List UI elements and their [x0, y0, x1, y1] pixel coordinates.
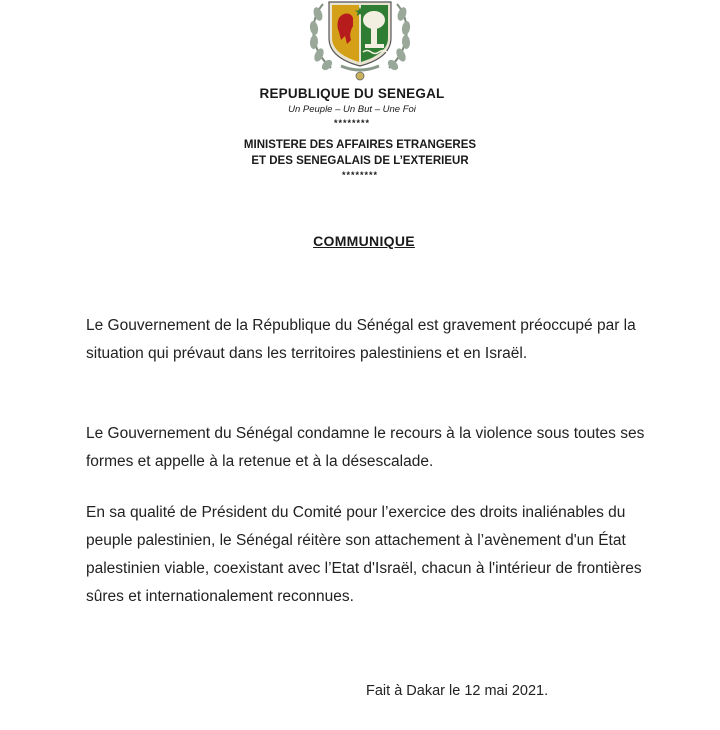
paragraph [86, 420, 646, 476]
separator-stars-2: ******** [341, 170, 379, 180]
ministry-name-line2: ET DES SENEGALAIS DE L’EXTERIEUR [251, 155, 469, 167]
paragraph [86, 312, 646, 368]
ministry-name-line1: MINISTERE DES AFFAIRES ETRANGERES [243, 139, 477, 151]
separator-stars: ******** [333, 118, 371, 128]
paragraph-text: Le Gouvernement du Sénégal condamne le recours à la violence sous toutes ses formes et appelle à la retenue et à la désescalade. [86, 425, 645, 470]
paragraph [86, 499, 646, 611]
signoff-date-place: Fait à Dakar le 12 mai 2021. [366, 683, 549, 699]
republic-title: REPUBLIQUE DU SENEGAL [259, 86, 445, 101]
paragraph-text: Le Gouvernement de la République du Sénégal est gravement préoccupé par la situation qui prévaut dans les territoires palestiniens et en Israël. [86, 317, 636, 362]
paragraph-text: En sa qualité de Président du Comité pour l’exercice des droits inaliénables du peuple palestinien, le Sénégal réitère son attachement à l’avènement d'un État palestinien viable, coexistant avec l’Etat d'Israël, chacun à l'intérieur de frontières sûres et internationalement reconnues. [86, 504, 642, 605]
national-motto: Un Peuple – Un But – Une Foi [288, 104, 416, 115]
coat-of-arms-emblem [301, 0, 419, 82]
communique-title: COMMUNIQUE [313, 233, 415, 249]
